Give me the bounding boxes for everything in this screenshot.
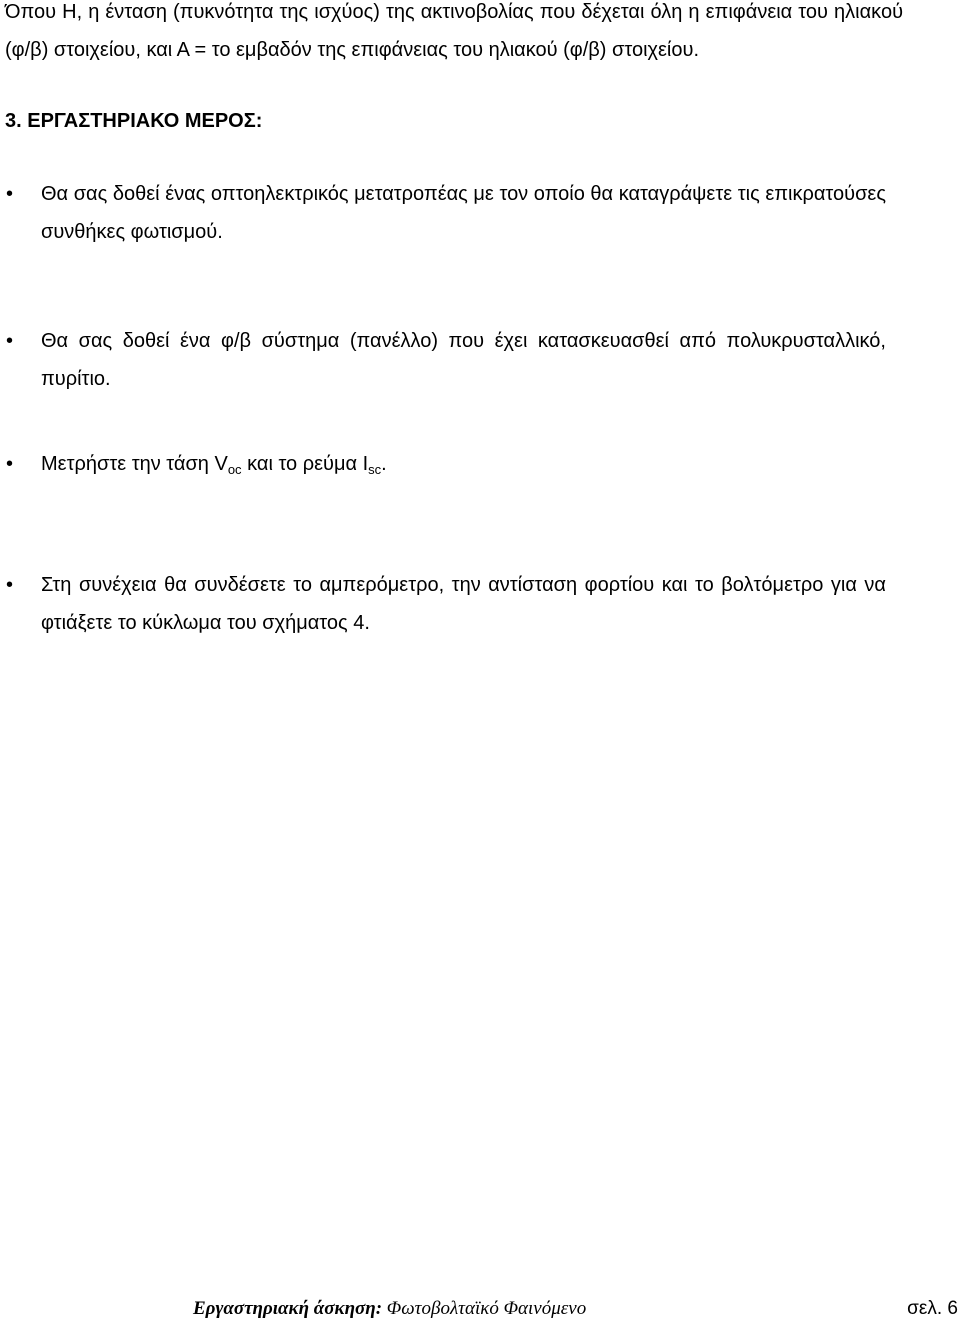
bullet-icon: • bbox=[6, 453, 14, 475]
intro-paragraph: Όπου Η, η ένταση (πυκνότητα της ισχύος) της ακτινοβολίας που δέχεται όλη η επιφάνεια του ηλιακού (φ/β) στοιχείου, και Α = το εμβαδόν της επιφάνειας του ηλιακού (φ/β) στοιχείου. bbox=[5, 1, 903, 61]
bullet-text: Στη συνέχεια θα συνδέσετε το αμπερόμετρο, την αντίσταση φορτίου και το βολτόμετρο για να φτιάξετε το κύκλωμα του σχήματος 4. bbox=[41, 574, 886, 634]
bullet-text: Θα σας δοθεί ένα φ/β σύστημα (πανέλλο) που έχει κατασκευασθεί από πολυκρυσταλλικό, πυρίτιο. bbox=[41, 330, 886, 390]
bullet-icon: • bbox=[6, 330, 14, 352]
footer-label: Εργαστηριακή άσκηση: bbox=[193, 1298, 383, 1319]
measure-middle: και το ρεύμα I bbox=[241, 453, 369, 475]
isc-subscript: sc bbox=[368, 462, 382, 477]
voc-subscript: oc bbox=[227, 462, 242, 477]
section-heading: 3. ΕΡΓΑΣΤΗΡΙΑΚΟ ΜΕΡΟΣ: bbox=[5, 110, 263, 132]
bullet-icon: • bbox=[6, 574, 14, 596]
bullet-text: Θα σας δοθεί ένας οπτοηλεκτρικός μετατροπέας με τον οποίο θα καταγράψετε τις επικρατούσες συνθήκες φωτισμού. bbox=[41, 183, 886, 243]
bullet-icon: • bbox=[6, 183, 14, 205]
measure-prefix: Μετρήστε την τάση V bbox=[41, 453, 228, 475]
measure-suffix: . bbox=[381, 453, 387, 475]
footer-title: Φωτοβολταϊκό Φαινόμενο bbox=[382, 1298, 587, 1319]
page-number: σελ. 6 bbox=[907, 1298, 958, 1319]
bullet-text bbox=[41, 445, 886, 483]
page-footer bbox=[193, 1298, 960, 1324]
